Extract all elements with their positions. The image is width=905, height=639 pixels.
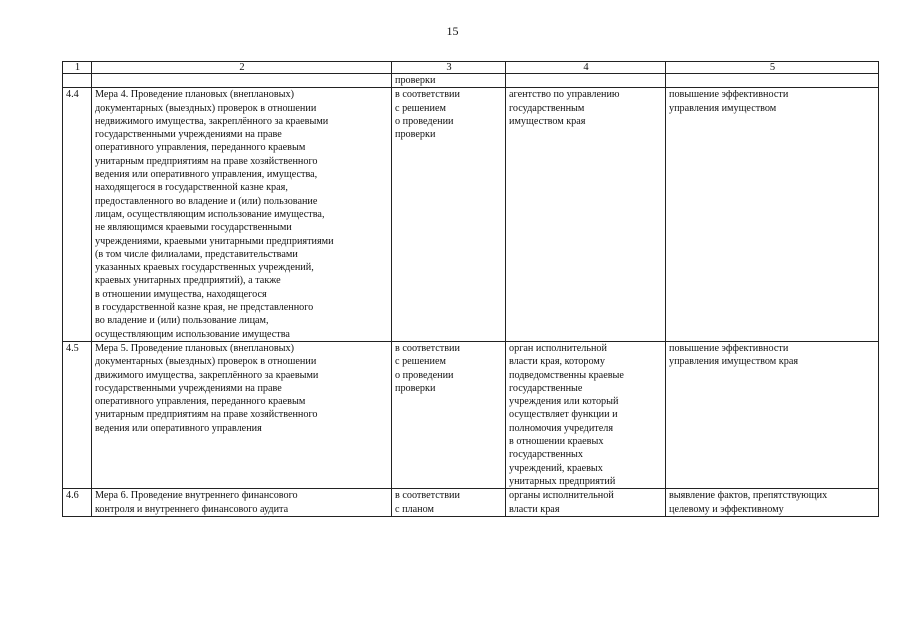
text-line: оперативного управления, переданного краевым	[95, 142, 306, 154]
text-line: не являющимся краевыми государственными	[95, 222, 292, 234]
text-line: во владение и (или) пользование лицам,	[95, 315, 269, 327]
text-line: в государственной казне края, не представленного	[95, 302, 314, 314]
page-number: 15	[446, 24, 459, 38]
text-line: контроля и внутреннего финансового аудита	[95, 503, 289, 515]
measure-description	[92, 88, 392, 342]
continuation-cell-1	[63, 74, 92, 88]
text-line: имуществом края	[509, 115, 586, 127]
measure-executor	[506, 489, 666, 517]
text-line: унитарным предприятиям на праве хозяйственного	[95, 155, 318, 167]
table-row	[63, 341, 879, 488]
text-line: агентство по управлению	[509, 89, 620, 101]
text-line: указанных краевых государственных учреждений,	[95, 262, 314, 274]
text-line: находящегося в государственной казне края,	[95, 182, 288, 194]
measure-description	[92, 489, 392, 517]
table-row	[63, 88, 879, 342]
header-cell-4: 4	[506, 62, 666, 74]
header-cell-3: 3	[392, 62, 506, 74]
continuation-cell-4	[506, 74, 666, 88]
text-line: учреждений, краевых	[509, 462, 603, 474]
header-cell-1: 1	[63, 62, 92, 74]
text-line: власти края, которому	[509, 356, 605, 368]
text-line: в соответствии	[395, 490, 460, 502]
text-line: государственных	[509, 449, 583, 461]
text-line: ведения или оперативного управления	[95, 422, 262, 434]
measure-description	[92, 341, 392, 488]
text-line: орган исполнительной	[509, 342, 607, 354]
text-line: Мера 6. Проведение внутреннего финансового	[95, 490, 298, 502]
text-line: учреждения или который	[509, 396, 619, 408]
continuation-cell-3: проверки	[392, 74, 506, 88]
text-line: целевому и эффективному	[669, 503, 784, 515]
measure-executor	[506, 341, 666, 488]
measure-number: 4.6	[63, 489, 92, 517]
text-line: Мера 5. Проведение плановых (внеплановых)	[95, 342, 294, 354]
text-line: в отношении краевых	[509, 436, 604, 448]
measure-result	[666, 489, 879, 517]
measure-number: 4.4	[63, 88, 92, 342]
measure-basis	[392, 489, 506, 517]
text-line: недвижимого имущества, закреплённого за краевыми	[95, 115, 329, 127]
text-line: документарных (выездных) проверок в отношении	[95, 356, 317, 368]
text-line: оперативного управления, переданного краевым	[95, 396, 306, 408]
text-line: лицам, осуществляющим использование имущества,	[95, 208, 325, 220]
text-line: Мера 4. Проведение плановых (внеплановых)	[95, 89, 294, 101]
text-line: государственные	[509, 382, 583, 394]
text-line: государственным	[509, 102, 585, 114]
text-line: с решением	[395, 356, 446, 368]
table-row	[63, 489, 879, 517]
text-line: осуществляет функции и	[509, 409, 618, 421]
text-line: о проведении	[395, 115, 454, 127]
continuation-cell-5	[666, 74, 879, 88]
text-line: выявление фактов, препятствующих	[669, 490, 828, 502]
text-line: подведомственны краевые	[509, 369, 624, 381]
measure-result	[666, 341, 879, 488]
continuation-row	[63, 74, 879, 88]
measure-executor	[506, 88, 666, 342]
text-line: осуществляющим использование имущества	[95, 328, 290, 340]
text-line: (в том числе филиалами, представительствами	[95, 248, 298, 260]
text-line: в отношении имущества, находящегося	[95, 288, 267, 300]
measure-basis	[392, 341, 506, 488]
text-line: о проведении	[395, 369, 454, 381]
text-line: полномочия учредителя	[509, 422, 614, 434]
measure-result	[666, 88, 879, 342]
text-line: власти края	[509, 503, 560, 515]
measure-basis	[392, 88, 506, 342]
header-cell-5: 5	[666, 62, 879, 74]
text-line: движимого имущества, закреплённого за краевыми	[95, 369, 319, 381]
text-line: краевых унитарных предприятий), а также	[95, 275, 281, 287]
continuation-cell-2	[92, 74, 392, 88]
text-line: повышение эффективности	[669, 342, 789, 354]
text-line: повышение эффективности	[669, 89, 789, 101]
text-line: документарных (выездных) проверок в отношении	[95, 102, 317, 114]
measure-number: 4.5	[63, 341, 92, 488]
text-line: с планом	[395, 503, 434, 515]
text-line: предоставленного во владение и (или) пользование	[95, 195, 318, 207]
text-line: проверки	[395, 382, 436, 394]
text-line: управления имуществом	[669, 102, 777, 114]
text-line: органы исполнительной	[509, 490, 614, 502]
text-line: учреждениями, краевыми унитарными предприятиями	[95, 235, 334, 247]
text-line: унитарным предприятиям на праве хозяйственного	[95, 409, 318, 421]
text-line: с решением	[395, 102, 446, 114]
header-cell-2: 2	[92, 62, 392, 74]
text-line: унитарных предприятий	[509, 475, 616, 487]
text-line: в соответствии	[395, 89, 460, 101]
text-line: государственными учреждениями на праве	[95, 129, 282, 141]
text-line: в соответствии	[395, 342, 460, 354]
text-line: проверки	[395, 129, 436, 141]
text-line: ведения или оперативного управления, имущества,	[95, 169, 318, 181]
text-line: государственными учреждениями на праве	[95, 382, 282, 394]
measures-table	[62, 61, 879, 517]
text-line: управления имуществом края	[669, 356, 799, 368]
table-header-row	[63, 62, 879, 74]
